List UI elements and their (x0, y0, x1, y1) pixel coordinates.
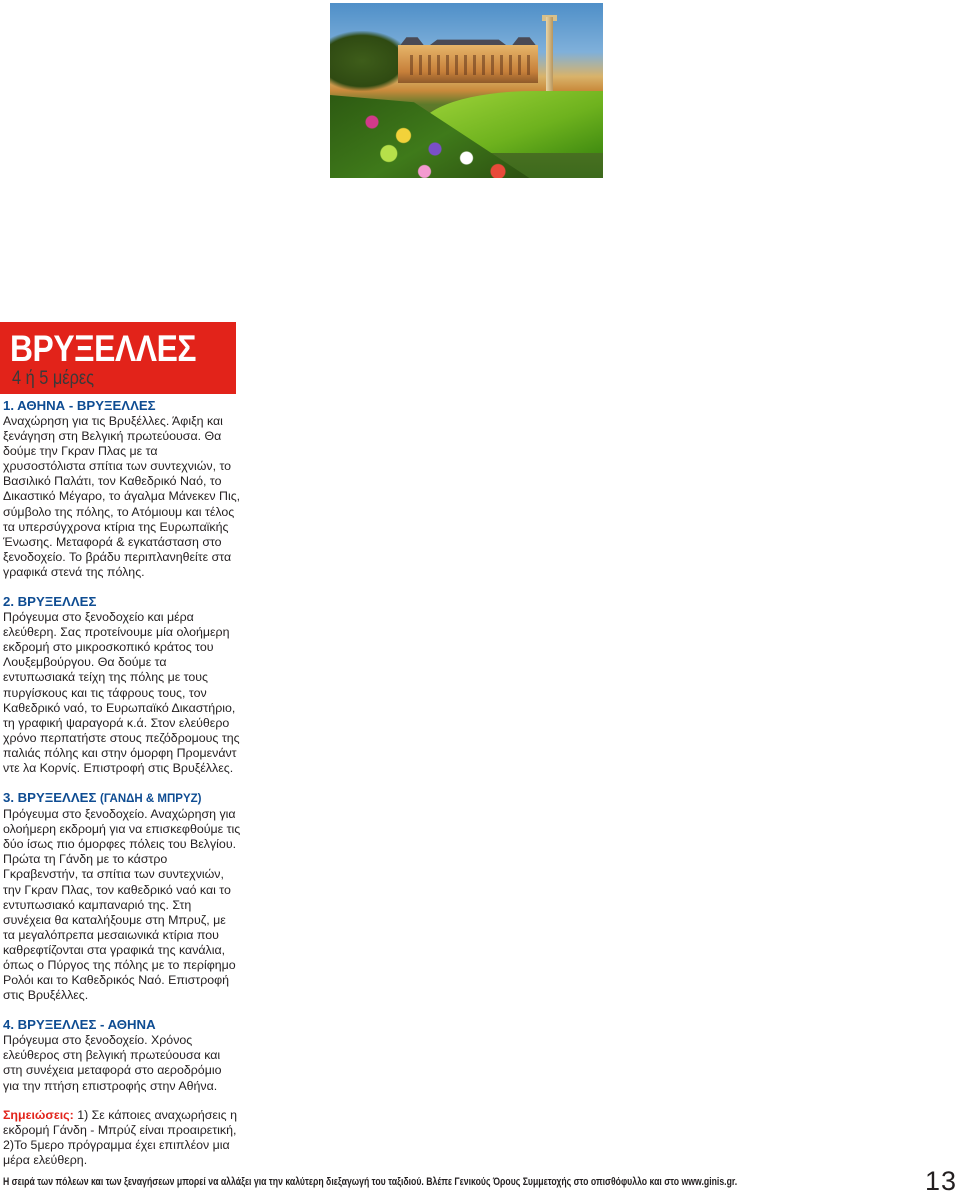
day-title-extra: (ΓΑΝΔΗ & ΜΠΡΥΖ) (100, 793, 202, 806)
day-title-text: 4. ΒΡΥΞΕΛΛΕΣ - ΑΘΗΝΑ (3, 1017, 156, 1033)
day-2 (3, 594, 241, 776)
day-title-text: 2. ΒΡΥΞΕΛΛΕΣ (3, 594, 97, 610)
day-description: Πρόγευμα στο ξενοδοχείο και μέρα ελεύθερη. Σας προτείνουμε μία ολοήμερη εκδρομή στο μικροσκοπικό κράτος του Λουξεμβούργου. Θα δούμε τα εντυπωσιακά τείχη της πόλης με τους πυργίσκους και τις τάφρους τους, τον Καθεδρικό ναό, το Ευρωπαϊκό Δικαστήριο, τη γραφική ψαραγορά κ.ά. Στον ελεύθερο χρόνο περπατήστε στους πεζόδρομους της παλιάς πόλης και στην όμορφη Προμενάντ ντε λα Κορνίς. Επιστροφή στις Βρυξέλλες. (3, 610, 240, 775)
notes (3, 1108, 241, 1168)
palace-windows (404, 55, 532, 75)
day-3 (3, 790, 241, 1003)
day-title (3, 1017, 241, 1033)
day-4 (3, 1017, 241, 1093)
day-title (3, 790, 241, 807)
footer-disclaimer: Η σειρά των πόλεων και των ξεναγήσεων μπορεί να αλλάξει για την καλύτερη διεξαγωγή του ταξιδιού. Βλέπε Γενικούς Όρους Συμμετοχής στο οπισθόφυλλο και στο www.ginis.gr. (3, 1176, 738, 1188)
subtitle-wrap (0, 322, 236, 394)
page-title: ΒΡΥΞΕΛΛΕΣ (10, 328, 197, 369)
notes-text: 1) Σε κάποιες αναχωρήσεις η εκδρομή Γάνδη - Μπρύζ είναι προαιρετική, 2)Το 5μερο πρόγραμμα έχει επιπλέον μια μέρα ελεύθερη. (3, 1107, 237, 1167)
day-description: Πρόγευμα στο ξενοδοχείο. Χρόνος ελεύθερος στη βελγική πρωτεύουσα και στη συνέχεια μεταφορά στο αεροδρόμιο για την πτήση επιστροφής στην Αθήνα. (3, 1033, 222, 1093)
day-description: Αναχώρηση για τις Βρυξέλλες. Άφιξη και ξενάγηση στη Βελγική πρωτεύουσα. Θα δούμε την Γκραν Πλας με τα χρυσοστόλιστα σπίτια των συντεχνιών, το Βασιλικό Παλάτι, τον Καθεδρικό Ναό, το Δικαστικό Μέγαρο, το άγαλμα Μάνεκεν Πις, σύμβολο της πόλης, το Ατόμιουμ και τέλος τα υπερσύγχρονα κτίρια της Ευρωπαϊκής Ένωσης. Μεταφορά & εγκατάσταση στο ξενοδοχείο. Το βράδυ περιπλανηθείτε στα γραφικά στενά της πόλης. (3, 414, 241, 579)
column (546, 17, 553, 101)
luxembourg-palace-garden-photo (330, 3, 603, 178)
duration-label: 4 ή 5 μέρες (12, 368, 95, 389)
day-title-text: 3. ΒΡΥΞΕΛΛΕΣ (3, 790, 97, 806)
page-number: 13 (924, 1166, 957, 1196)
notes-label: Σημειώσεις: (3, 1107, 74, 1122)
day-title (3, 594, 241, 610)
day-title (3, 398, 241, 414)
day-title-text: 1. ΑΘΗΝΑ - ΒΡΥΞΕΛΛΕΣ (3, 398, 156, 413)
itinerary (3, 398, 241, 1168)
day-1 (3, 398, 241, 580)
day-description: Πρόγευμα στο ξενοδοχείο. Αναχώρηση για ολοήμερη εκδρομή για να επισκεφθούμε τις δύο ίσως πιο όμορφες πόλεις του Βελγίου. Πρώτα τη Γάνδη με το κάστρο Γκραβενστήν, τα σπίτια των συντεχνιών, την Γκραν Πλας, τον καθεδρικό ναό και το εντυπωσιακό καμπαναριό της. Στη συνέχεια θα καταλήξουμε στη Μπρυζ, με τα μεγαλόπρεπα μεσαιωνικά κτίρια που καθρεφτίζονται στα γραφικά της κανάλια, όπως ο Πύργος της πόλης με το περίφημο Ρολόι και το Καθεδρικός Ναό. Επιστροφή στις Βρυξέλλες. (3, 807, 241, 1003)
